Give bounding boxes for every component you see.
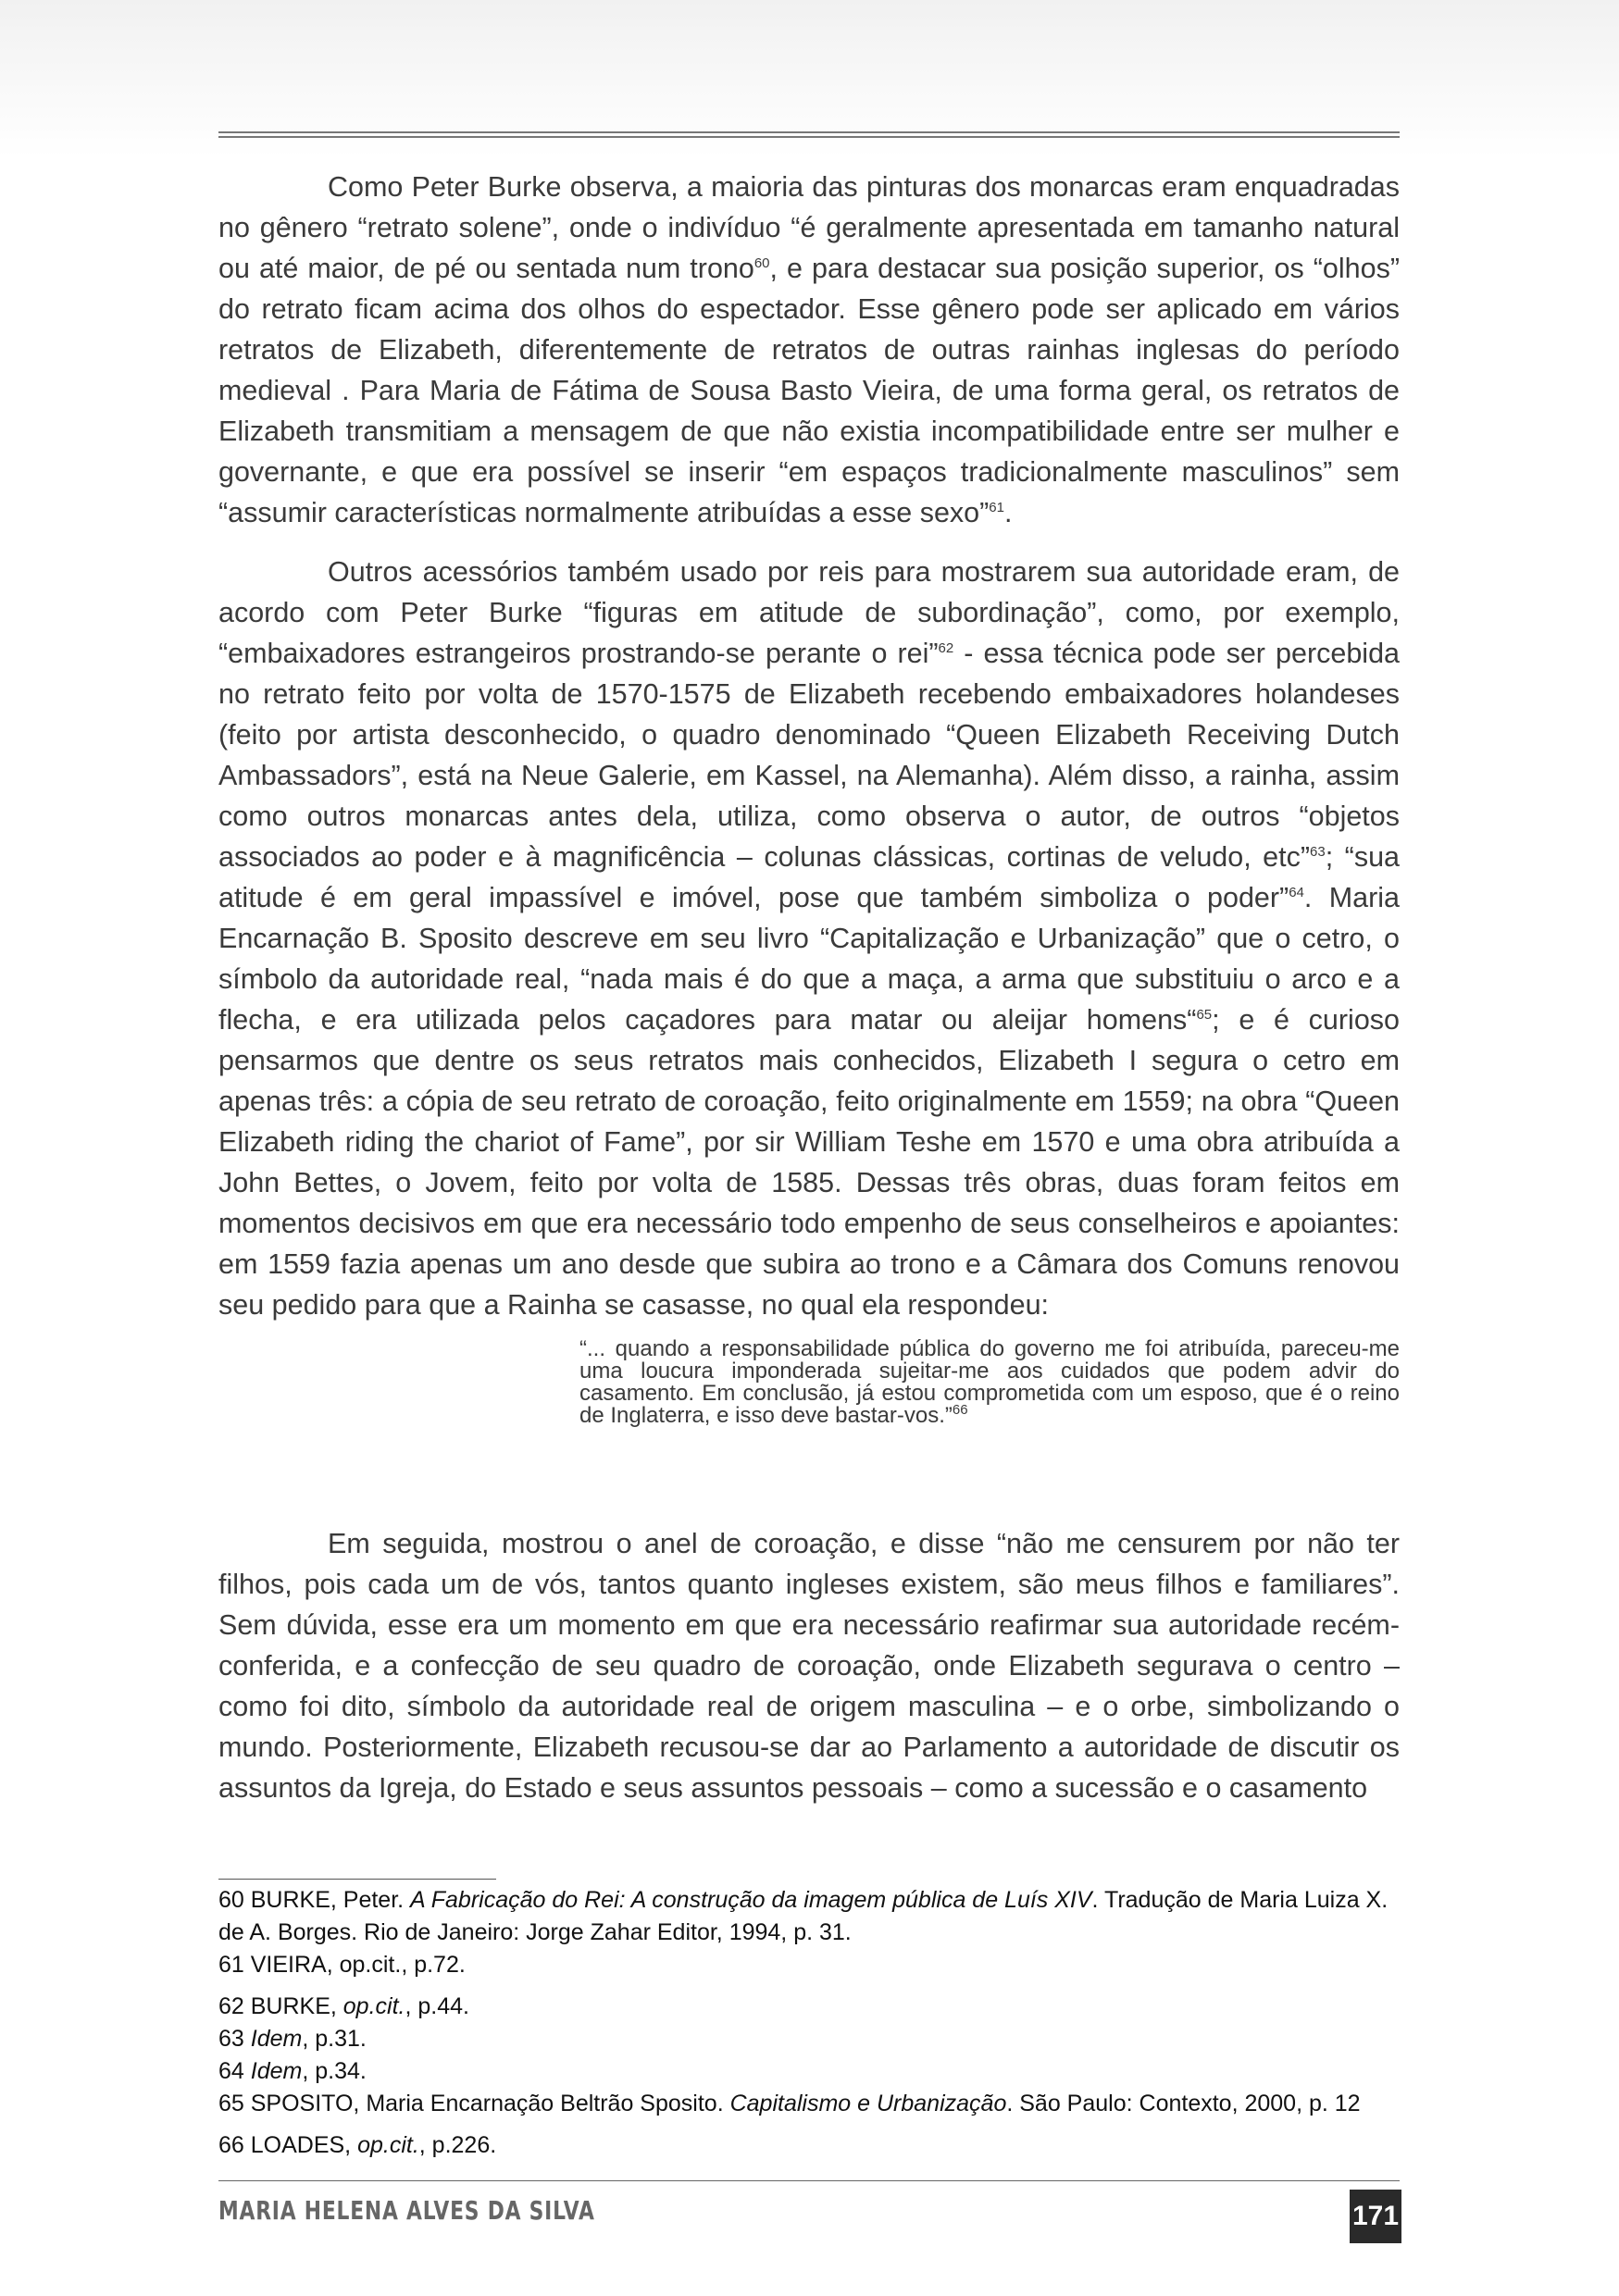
footnote-60-post: . Tradução de Maria Luiza X. de A. Borges. Rio de Janeiro: Jorge Zahar Editor, 1994, p. 31. [218,1887,1389,1945]
footnote-65-title: Capitalismo e Urbanização [729,2091,1007,2116]
footnote-63 [218,2023,1400,2055]
footer-author: MARIA HELENA ALVES DA SILVA [218,2195,595,2226]
paragraph-1-text-b: , e para destacar sua posição superior, os “olhos” do retrato ficam acima dos olhos do espectador. Esse gênero pode ser aplicado em vários retratos de Elizabeth, diferentemente de retratos de outras rainhas inglesas do período medieval . Para Maria de Fátima de Sousa Basto Vieira, de uma forma geral, os retratos de Elizabeth transmitiam a mensagem de que não existia incompatibilidade entre ser mulher e governante, e que era possível se inserir “em espaços tradicionalmente masculinos” sem “assumir características normalmente atribuídas a esse sexo” [218,253,1400,528]
footnote-ref-64: 64 [1289,884,1304,900]
paragraph-3-text: Em seguida, mostrou o anel de coroação, e disse “não me censurem por não ter filhos, pois cada um de vós, tantos quanto ingleses existem, são meus filhos e familiares”. Sem dúvida, esse era um momento em que era necessário reafirmar sua autoridade recém-conferida, e a confecção de seu quadro de coroação, onde Elizabeth segurava o centro – como foi dito, símbolo da autoridade real de origem masculina – e o orbe, simbolizando o mundo. Posteriormente, Elizabeth recusou-se dar ao Parlamento a autoridade de discutir os assuntos da Igreja, do Estado e seus assuntos pessoais – como a sucessão e o casamento [218,1528,1400,1804]
footnote-64 [218,2055,1400,2088]
paragraph-2-text-a: Outros acessórios também usado por reis para mostrarem sua autoridade eram, de acordo com Peter Burke “figuras em atitude de subordinação”, como, por exemplo, “embaixadores estrangeiros prostrando-se perante o rei” [218,556,1400,669]
footnote-ref-65: 65 [1196,1006,1213,1023]
footnote-61: 61 VIEIRA, op.cit., p.72. [218,1952,466,1978]
footnote-62-post: , p.44. [405,1993,469,2019]
footnote-66 [218,2129,1400,2162]
header-rule [218,131,1400,138]
paragraph-1 [218,167,1400,533]
paragraph-2 [218,552,1400,1325]
paragraph-2-text-b: - essa técnica pode ser percebida no retrato feito por volta de 1570-1575 de Elizabeth recebendo embaixadores holandeses (feito por artista desconhecido, o quadro denominado “Queen Elizabeth Receiving Dutch Ambassadors”, está na Neue Galerie, em Kassel, na Alemanha). Além disso, a rainha, assim como outros monarcas antes dela, utiliza, como observa o autor, de outros “objetos associados ao poder e à magnificência – colunas clássicas, cortinas de veludo, etc” [218,638,1400,873]
footnote-62 [218,1991,1400,2023]
footnote-ref-61: 61 [989,499,1004,515]
footnote-62-pre: 62 BURKE, [218,1993,343,2019]
footnote-60 [218,1884,1400,1949]
footnote-62-em: op.cit. [342,1993,405,2019]
block-quote-text: “... quando a responsabilidade pública do governo me foi atribuída, pareceu-me uma loucura imponderada sujeitar-me aos cuidados que podem advir do casamento. Em conclusão, já estou comprometida com um esposo, que é o reino de Inglaterra, e isso deve bastar-vos.” [579,1336,1400,1428]
paragraph-2-text-c: ; “sua atitude é em geral impassível e imóvel, pose que também simboliza o poder” [218,841,1400,913]
footnote-60-title: A Fabricação do Rei: A construção da imagem pública de Luís XIV [410,1887,1092,1913]
page-number: 171 [1350,2190,1401,2243]
footnote-65-post: . São Paulo: Contexto, 2000, p. 12 [1006,2091,1361,2116]
footnote-ref-63: 63 [1310,843,1326,860]
block-quote [579,1338,1400,1427]
footnote-ref-62: 62 [938,639,954,656]
footnote-64-em: Idem [250,2058,303,2084]
footnote-63-post: , p.31. [302,2026,367,2052]
footnote-63-em: Idem [250,2026,303,2052]
footer-rule [218,2180,1400,2181]
footnote-separator [218,1879,496,1880]
footnote-63-pre: 63 [218,2026,251,2052]
footnote-64-pre: 64 [218,2058,251,2084]
footnote-ref-66: 66 [952,1402,968,1418]
footnotes [218,1884,1400,2162]
paragraph-2-text-e: ; e é curioso pensarmos que dentre os seus retratos mais conhecidos, Elizabeth I segura o cetro em apenas três: a cópia de seu retrato de coroação, feito originalmente em 1559; na obra “Queen Elizabeth riding the chariot of Fame”, por sir William Teshe em 1570 e uma obra atribuída a John Bettes, o Jovem, feito por volta de 1585. Dessas três obras, duas foram feitos em momentos decisivos em que era necessário todo empenho de seus conselheiros e apoiantes: em 1559 fazia apenas um ano desde que subira ao trono e a Câmara dos Comuns renovou seu pedido para que a Rainha se casasse, no qual ela respondeu: [218,1004,1400,1321]
footnote-66-post: , p.226. [418,2132,497,2158]
paragraph-1-text-a: Como Peter Burke observa, a maioria das pinturas dos monarcas eram enquadradas no gênero “retrato solene”, onde o indivíduo “é geralmente apresentada em tamanho natural ou até maior, de pé ou sentada num trono [218,171,1400,284]
footnote-65-pre: 65 SPOSITO, Maria Encarnação Beltrão Sposito. [218,2091,730,2116]
footnote-60-pre: 60 BURKE, Peter. [218,1887,411,1913]
paragraph-3 [218,1523,1400,1808]
paragraph-2-text-d: . Maria Encarnação B. Sposito descreve em seu livro “Capitalização e Urbanização” que o cetro, o símbolo da autoridade real, “nada mais é do que a maça, a arma que substituiu o arco e a flecha, e era utilizada pelos caçadores para matar ou aleijar homens“ [218,882,1400,1036]
paragraph-1-text-c: . [1003,497,1013,528]
footnote-66-em: op.cit. [357,2132,419,2158]
footnote-65 [218,2088,1400,2120]
footnote-66-pre: 66 LOADES, [218,2132,358,2158]
footnote-64-post: , p.34. [302,2058,367,2084]
footnote-ref-60: 60 [753,254,770,271]
